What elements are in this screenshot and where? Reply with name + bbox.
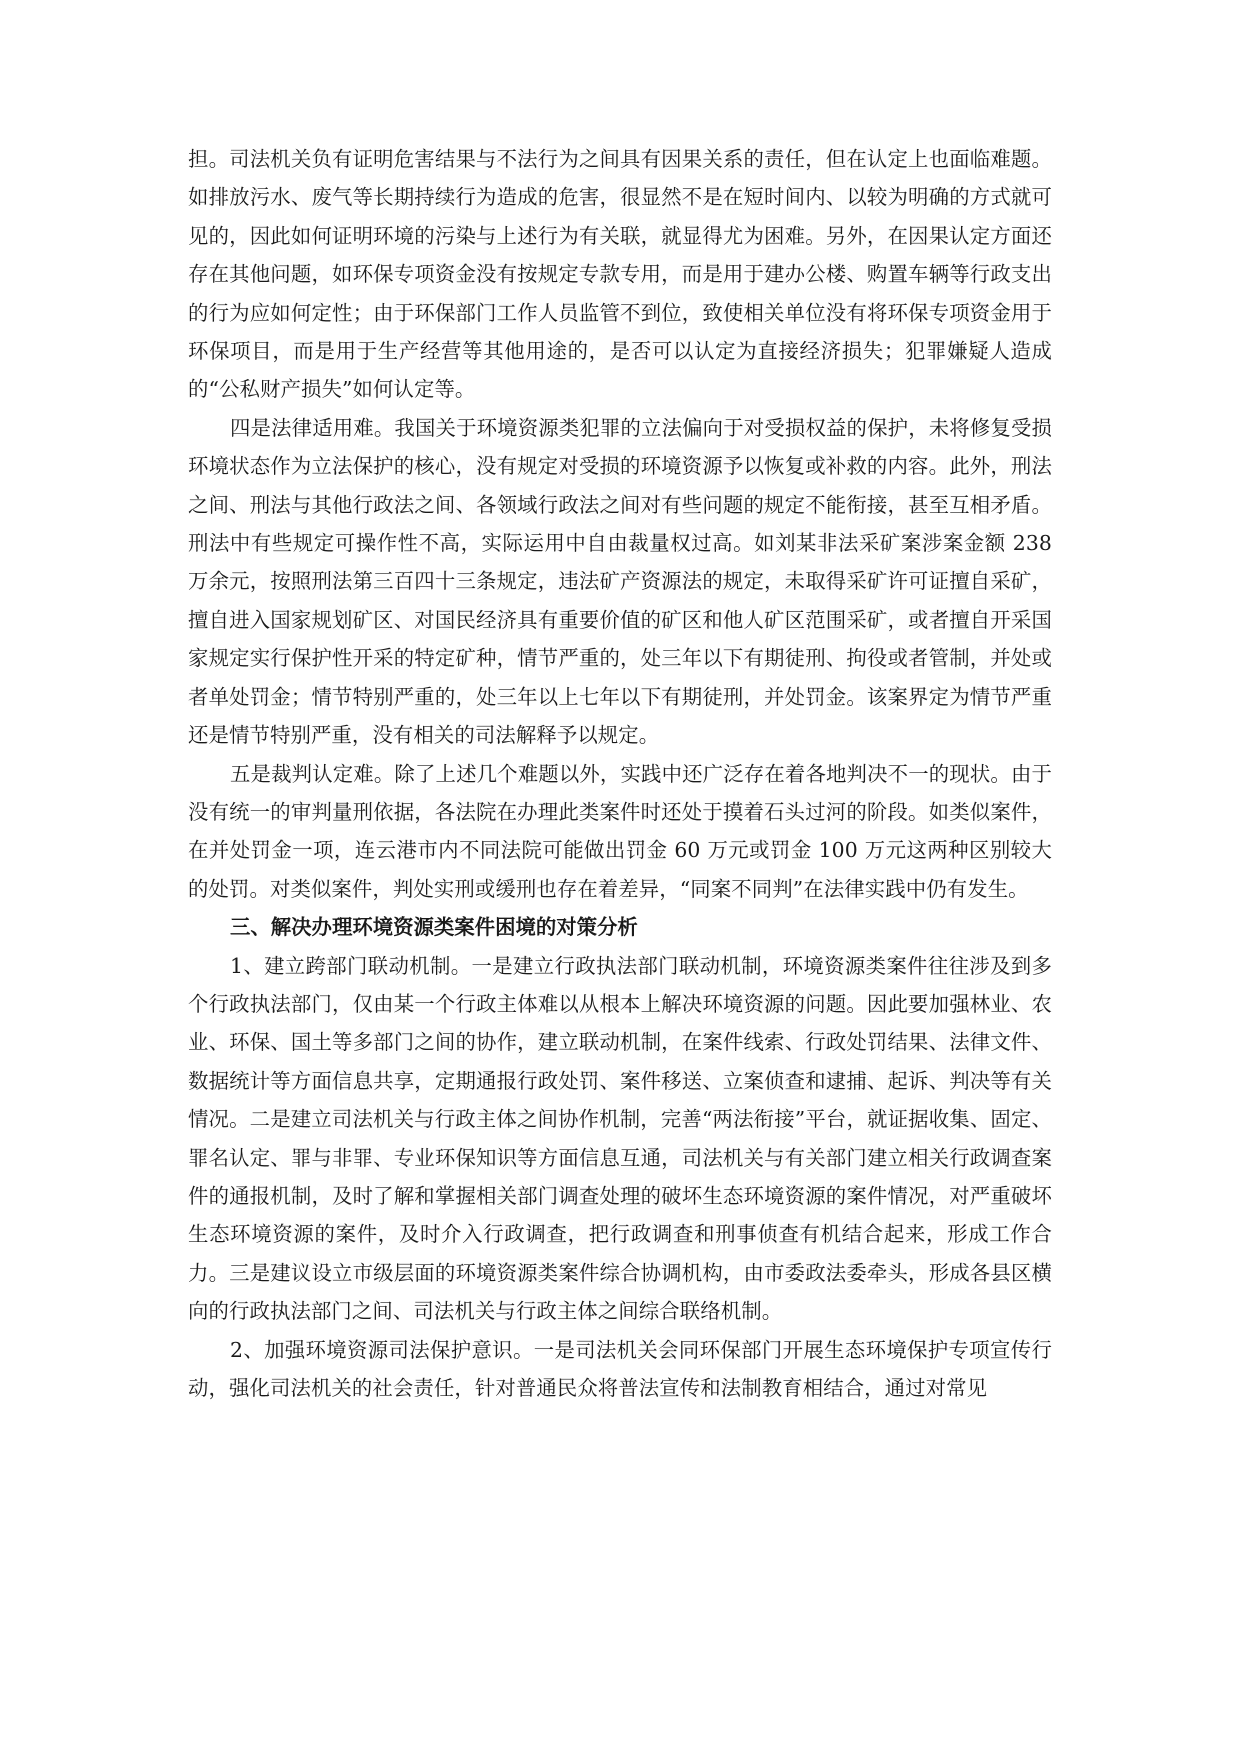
paragraph-judgment: 五是裁判认定难。除了上述几个难题以外，实践中还广泛存在着各地判决不一的现状。由于没有统一的审判量刑依据，各法院在办理此类案件时还处于摸着石头过河的阶段。如类似案件，在并处罚金一项，连云港市内不同法院可能做出罚金 60 万元或罚金 100 万元这两种区别较大的处罚。对类似案件，判处实刑或缓刑也存在着差异，“同案不同判”在法律实践中仍有发生。 [188,761,1052,901]
paragraph-linkage-mechanism: 1、建立跨部门联动机制。一是建立行政执法部门联动机制，环境资源类案件往往涉及到多个行政执法部门，仅由某一个行政主体难以从根本上解决环境资源的问题。因此要加强林业、农业、环保、国土等多部门之间的协作，建立联动机制，在案件线索、行政处罚结果、法律文件、数据统计等方面信息共享，定期通报行政处罚、案件移送、立案侦查和逮捕、起诉、判决等有关情况。二是建立司法机关与行政主体之间协作机制，完善“两法衔接”平台，就证据收集、固定、罪名认定、罪与非罪、专业环保知识等方面信息互通，司法机关与有关部门建立相关行政调查案件的通报机制，及时了解和掌握相关部门调查处理的破坏生态环境资源的案件情况，对严重破坏生态环境资源的案件，及时介入行政调查，把行政调查和刑事侦查有机结合起来，形成工作合力。三是建议设立市级层面的环境资源类案件综合协调机构，由市委政法委牵头，形成各县区横向的行政执法部门之间、司法机关与行政主体之间综合联络机制。 [188,953,1052,1324]
section-heading: 三、解决办理环境资源类案件困境的对策分析 [230,915,638,940]
document-page [188,140,1052,1407]
paragraph-protection-awareness: 2、加强环境资源司法保护意识。一是司法机关会同环保部门开展生态环境保护专项宣传行动，强化司法机关的社会责任，针对普通民众将普法宣传和法制教育相结合，通过对常见 [188,1337,1052,1400]
paragraph-causation: 担。司法机关负有证明危害结果与不法行为之间具有因果关系的责任，但在认定上也面临难题。如排放污水、废气等长期持续行为造成的危害，很显然不是在短时间内、以较为明确的方式就可见的，因此如何证明环境的污染与上述行为有关联，就显得尤为困难。另外，在因果认定方面还存在其他问题，如环保专项资金没有按规定专款专用，而是用于建办公楼、购置车辆等行政支出的行为应如何定性；由于环保部门工作人员监管不到位，致使相关单位没有将环保专项资金用于环保项目，而是用于生产经营等其他用途的，是否可以认定为直接经济损失；犯罪嫌疑人造成的“公私财产损失”如何认定等。 [188,147,1052,402]
paragraph-law-application: 四是法律适用难。我国关于环境资源类犯罪的立法偏向于对受损权益的保护，未将修复受损环境状态作为立法保护的核心，没有规定对受损的环境资源予以恢复或补救的内容。此外，刑法之间、刑法与其他行政法之间、各领域行政法之间对有些问题的规定不能衔接，甚至互相矛盾。刑法中有些规定可操作性不高，实际运用中自由裁量权过高。如刘某非法采矿案涉案金额 238 万余元，按照刑法第三百四十三条规定，违法矿产资源法的规定，未取得采矿许可证擅自采矿，擅自进入国家规划矿区、对国民经济具有重要价值的矿区和他人矿区范围采矿，或者擅自开采国家规定实行保护性开采的特定矿种，情节严重的，处三年以下有期徒刑、拘役或者管制，并处或者单处罚金；情节特别严重的，处三年以上七年以下有期徒刑，并处罚金。该案界定为情节严重还是情节特别严重，没有相关的司法解释予以规定。 [188,415,1052,748]
